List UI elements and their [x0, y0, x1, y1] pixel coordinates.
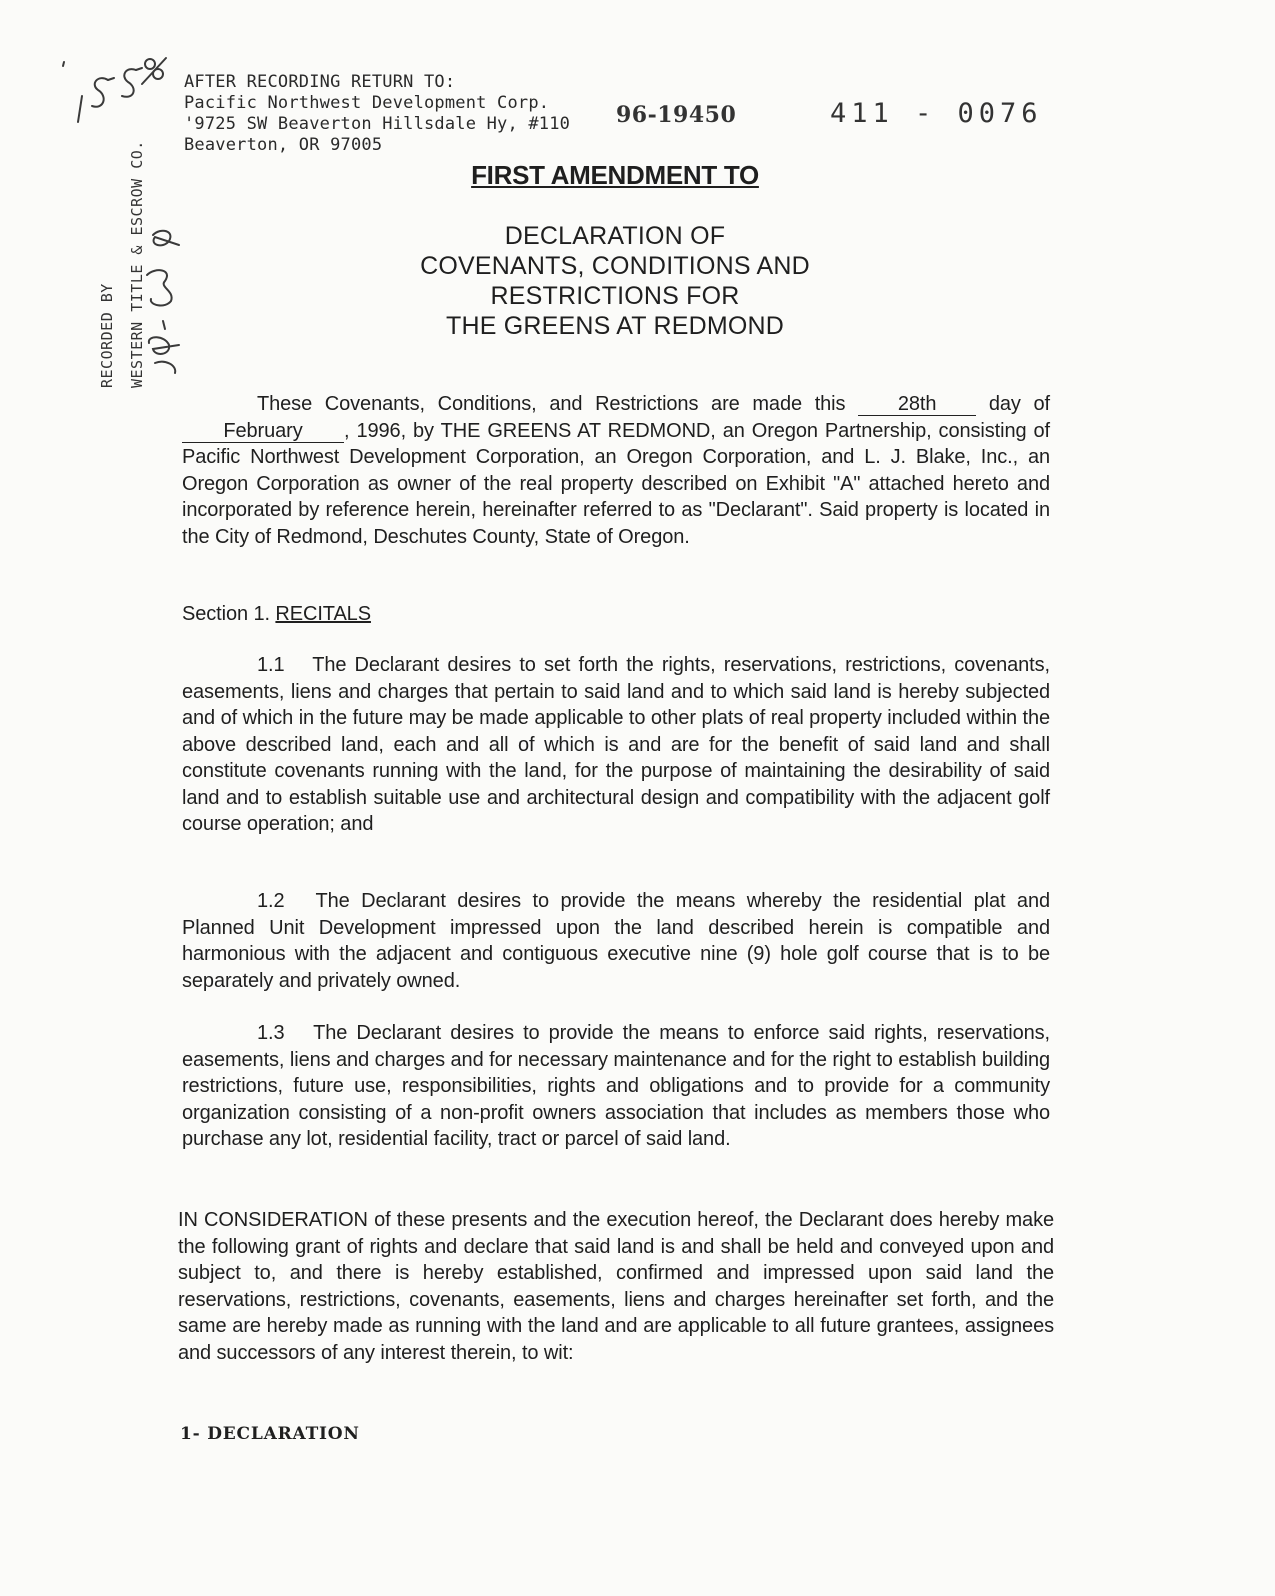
- paragraph-1-2: 1.2 The Declarant desires to provide the means whereby the residential plat and Planned Unit Development impressed upon the land described herein is compatible and harmonious with the adjacent and contiguous executive nine (9) hole golf course that is to be separately and privately owned.: [182, 890, 1050, 992]
- return-line: AFTER RECORDING RETURN TO:: [184, 72, 456, 92]
- month-field: February: [182, 420, 344, 443]
- paragraph-1-3: 1.3 The Declarant desires to provide the means to enforce said rights, reservations, easements, liens and charges and for necessary maintenance and for the right to establish building restrictions, future use, responsibilities, rights and obligations and to provide for a community organization consisting of a non-profit owners association that includes as members those who purchase any lot, residential facility, tract or parcel of said land.: [182, 1022, 1050, 1150]
- intro-day-word: day: [988, 393, 1021, 415]
- return-address-block: [184, 72, 570, 156]
- intro-of-word: of: [1033, 393, 1050, 415]
- return-line: Pacific Northwest Development Corp.: [184, 93, 550, 113]
- section-title: RECITALS: [275, 603, 371, 625]
- consideration-paragraph: IN CONSIDERATION of these presents and the execution hereof, the Declarant does hereby make the following grant of rights and declare that said land is and shall be held and conveyed upon and subject to, and there is hereby established, confirmed and impressed upon said land the reservations, restrictions, covenants, easements, liens and charges hereinafter set forth, and the same are hereby made as running with the land and are applicable to all future grantees, assignees and successors of any interest therein, to wit:: [178, 1209, 1054, 1364]
- section-heading: [182, 601, 1050, 628]
- intro-paragraph: [182, 391, 1050, 550]
- section-label: Section 1.: [182, 603, 270, 625]
- subtitle-line: RESTRICTIONS FOR: [490, 282, 740, 310]
- handwritten-fee-annotation: [58, 44, 168, 124]
- document-number: 96-19450: [616, 102, 737, 128]
- subtitle-line: DECLARATION OF: [504, 222, 726, 250]
- subtitle-line: THE GREENS AT REDMOND: [445, 312, 785, 340]
- intro-text-continued: , 1996, by THE GREENS AT REDMOND, an Oregon Partnership, consisting of Pacific Northwest Development Corporation, an Oregon Corporation, and L. J. Blake, Inc., an Oregon Corporation as owner of the real property described on Exhibit "A" attached hereto and incorporated by reference herein, hereinafter referred to as "Declarant". Said property is located in the City of Redmond, Deschutes County, State of Oregon.: [182, 419, 1050, 548]
- subtitle-line: COVENANTS, CONDITIONS AND: [420, 252, 810, 280]
- return-line: '9725 SW Beaverton Hillsdale Hy, #110: [184, 114, 571, 134]
- stamp-line: WESTERN TITLE & ESCROW CO.: [128, 140, 146, 388]
- intro-text: These Covenants, Conditions, and Restrictions are made this: [257, 393, 846, 415]
- paragraph-1-1: 1.1 The Declarant desires to set forth the rights, reservations, restrictions, covenants, easements, liens and charges that pertain to said land and to which said land is hereby subjected and of which in the future may be made applicable to other plats of real property included within the above described land, each and all of which is and are for the benefit of said land and shall constitute covenants running with the land, for the purpose of maintaining the desirability of said land and to establish suitable use and architectural design and compatibility with the adjacent golf course operation; and: [182, 654, 1050, 835]
- document-title: FIRST AMENDMENT TO: [471, 160, 759, 190]
- page-footer: 1- DECLARATION: [180, 1424, 360, 1444]
- day-field: 28th: [858, 393, 976, 416]
- stamp-line: RECORDED BY: [98, 283, 116, 388]
- return-line: Beaverton, OR 97005: [184, 135, 383, 155]
- book-page-number: 411 - 0076: [830, 98, 1043, 129]
- document-subtitle: [0, 221, 1230, 341]
